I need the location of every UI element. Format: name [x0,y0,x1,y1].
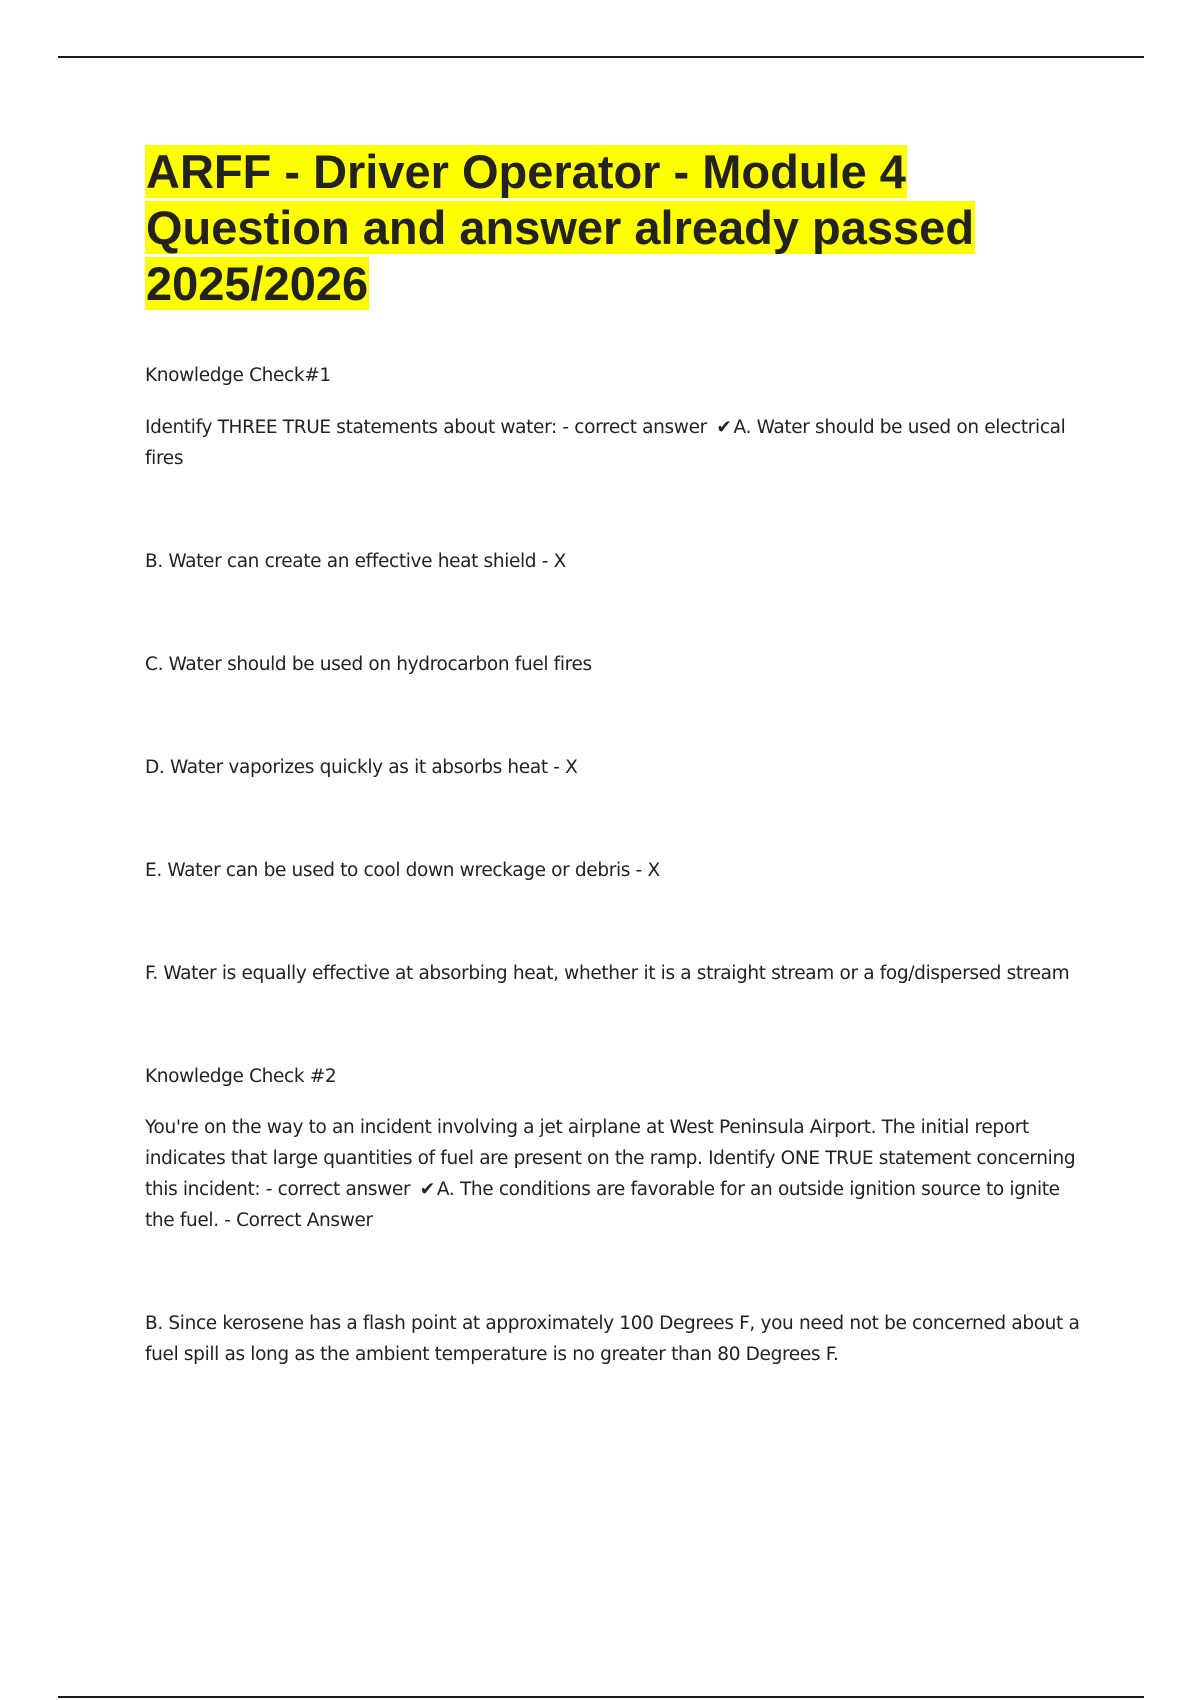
top-rule [58,56,1144,58]
bottom-rule [58,1696,1144,1698]
check-icon: ✔ [419,1179,435,1200]
document-title-block [145,144,1105,312]
section-1-question [145,412,1090,474]
section-2-option-b: B. Since kerosene has a flash point at approximately 100 Degrees F, you need not be concerned about a fuel spill as long as the ambient temperature is no greater than 80 Degrees F. [145,1313,1080,1365]
section-2-question-text: You're on the way to an incident involving a jet airplane at West Peninsula Airport. The initial report indicates that large quantities of fuel are present on the ramp. Identify ONE TRUE statement concerning this incident: - correct answer [145,1117,1076,1200]
section-1-option-a: A. Water should be used on electrical fires [145,417,1066,469]
section-1-option-d: D. Water vaporizes quickly as it absorbs heat - X [145,757,578,778]
check-icon: ✔ [716,417,732,438]
section-2-question [145,1112,1090,1236]
document-title: ARFF - Driver Operator - Module 4 Question and answer already passed 2025/2026 [146,145,975,310]
section-2-heading: Knowledge Check #2 [145,1066,337,1087]
section-1-option-b: B. Water can create an effective heat shield - X [145,551,566,572]
section-2-option-a: A. The conditions are favorable for an outside ignition source to ignite the fuel. - Correct Answer [145,1179,1060,1231]
section-1-option-c: C. Water should be used on hydrocarbon fuel fires [145,654,592,675]
section-1-option-f: F. Water is equally effective at absorbing heat, whether it is a straight stream or a fog/dispersed stream [145,963,1070,984]
section-1-option-e: E. Water can be used to cool down wreckage or debris - X [145,860,660,881]
section-1-heading: Knowledge Check#1 [145,365,331,386]
section-1-question-text: Identify THREE TRUE statements about water: - correct answer [145,417,713,438]
